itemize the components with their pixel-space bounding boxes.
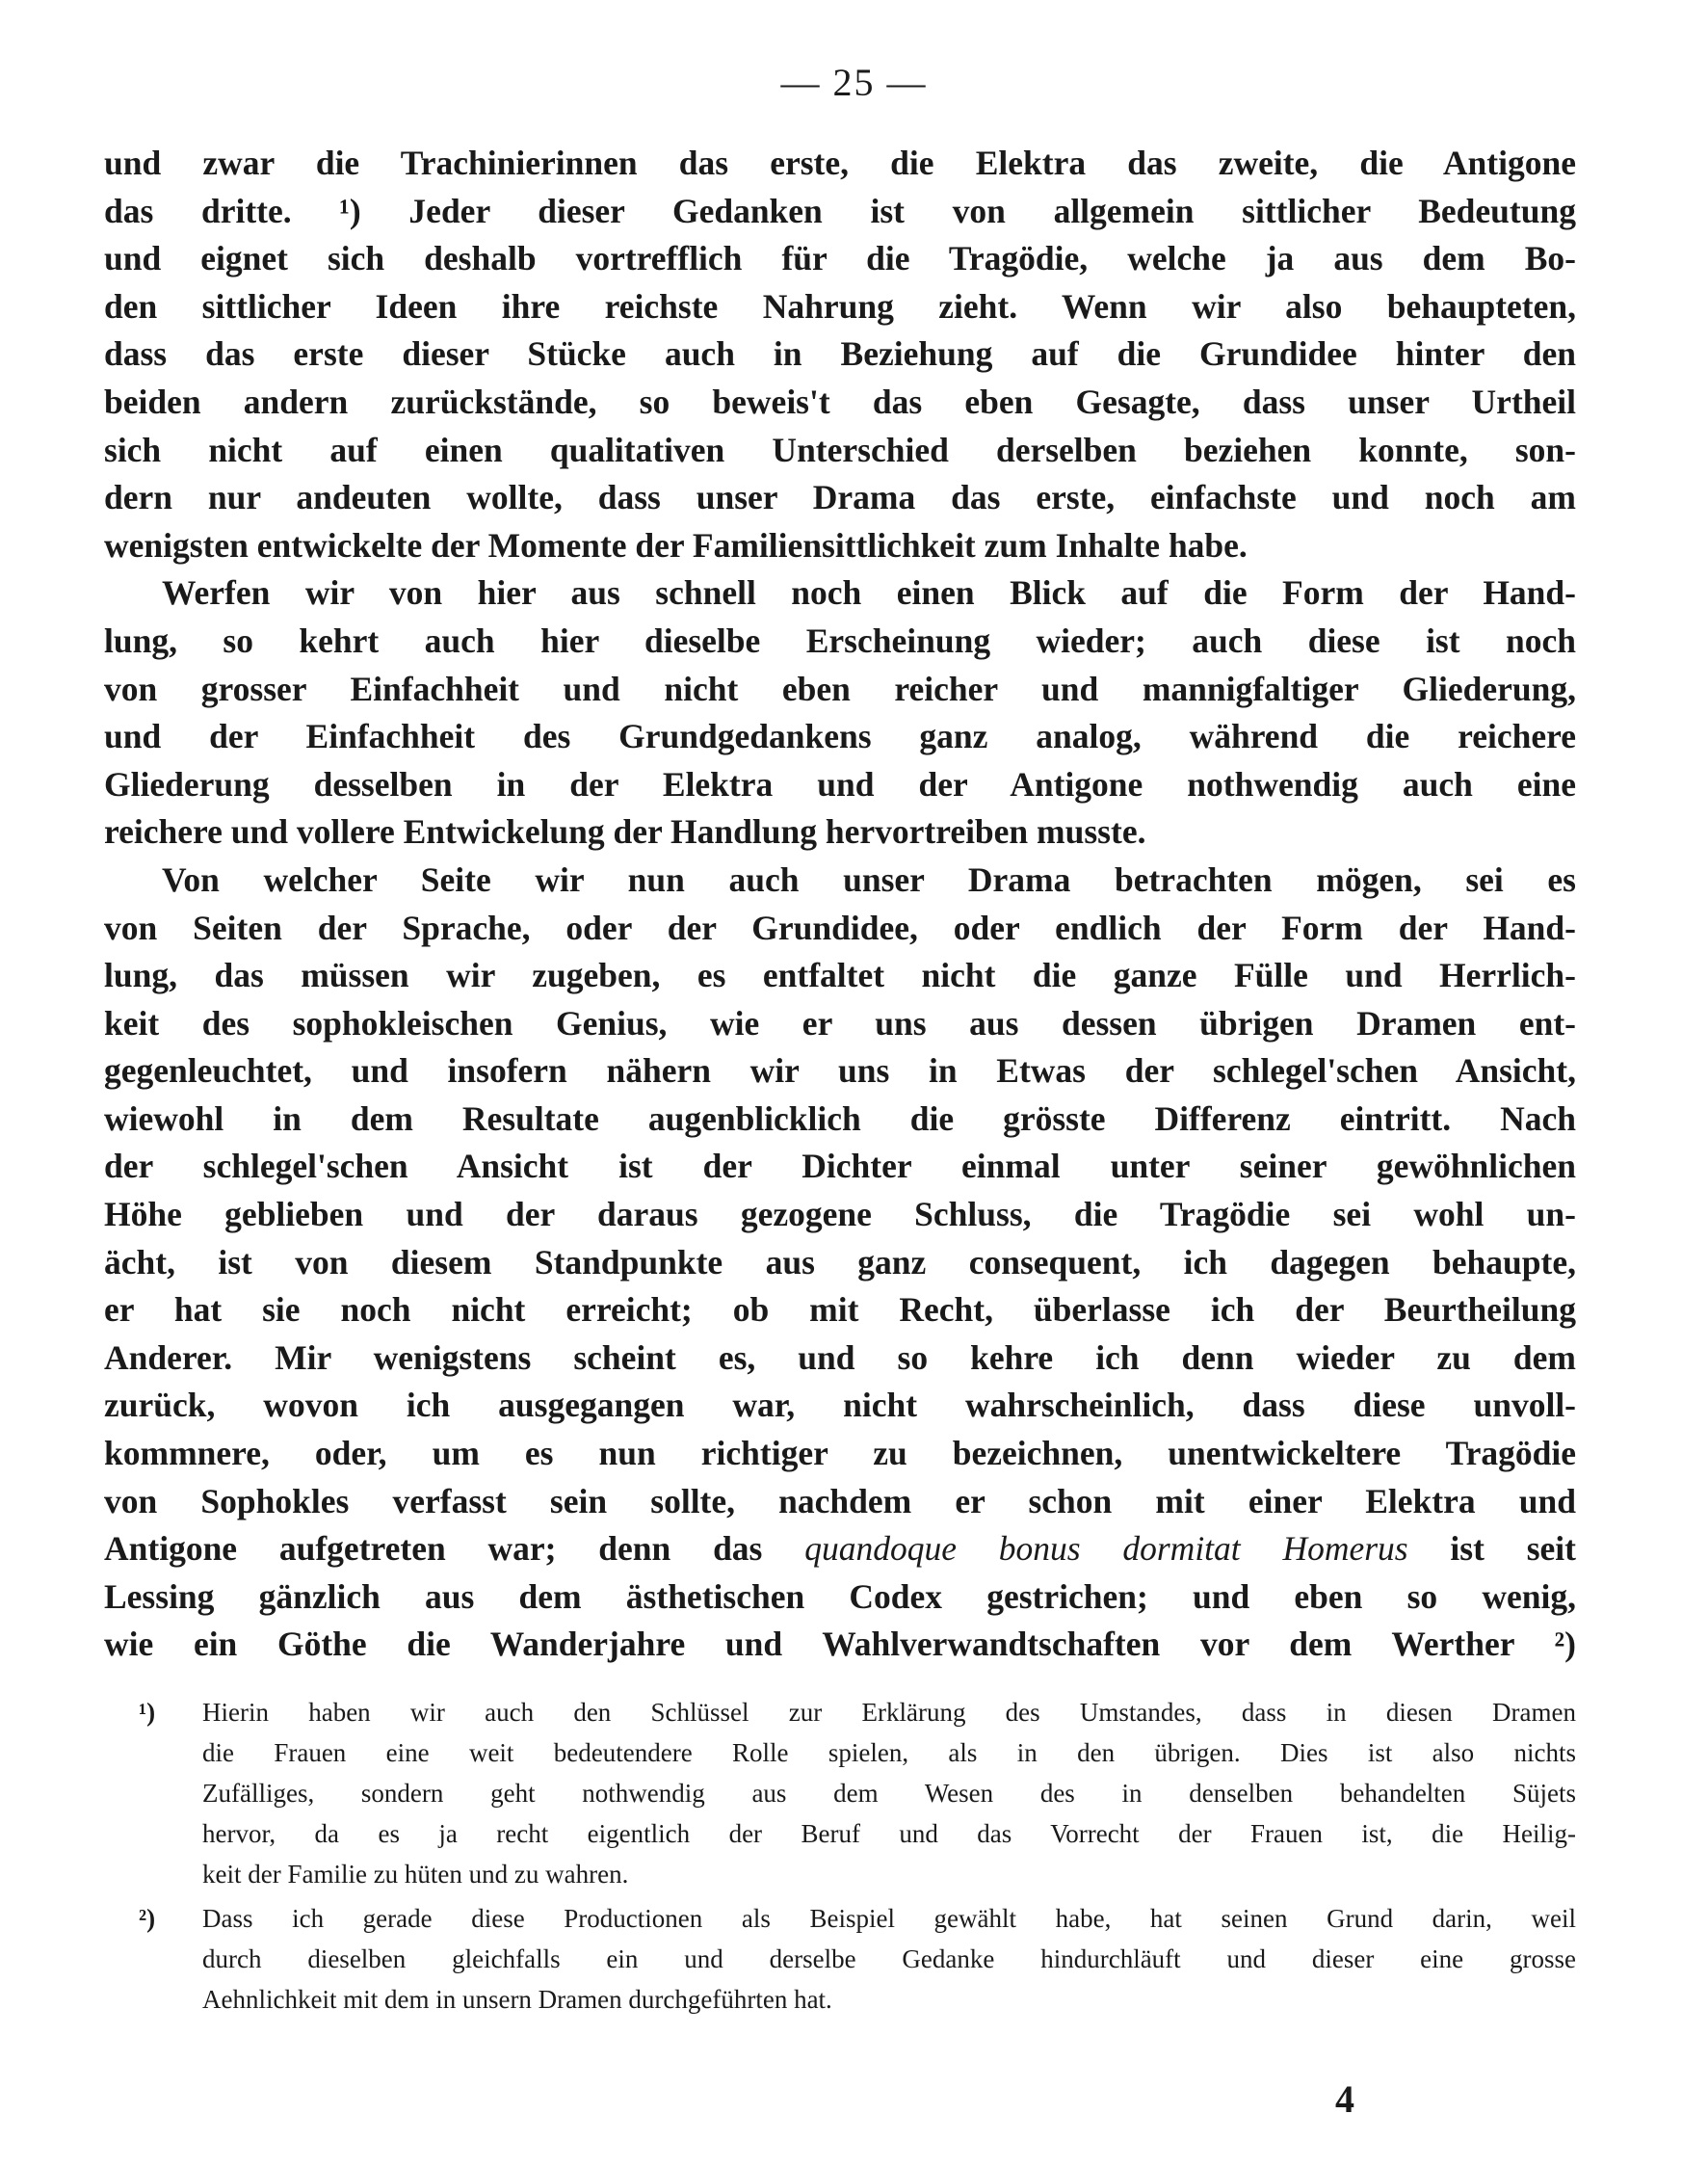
page-number: — 25 — [780,61,928,104]
text-line: gegenleuchtet, und insofern nähern wir uns in Etwas der schlegel'schen Ansicht, [104,1051,1576,1091]
text-line: und zwar die Trachinierinnen das erste, die Elektra das zweite, die Antigone [104,144,1576,182]
footnote [104,1692,1576,1894]
text-line: von grosser Einfachheit und nicht eben reicher und mannigfaltiger Gliederung, [104,669,1576,708]
text-line: wenigsten entwickelte der Momente der Familiensittlichkeit zum Inhalte habe. [104,525,1248,565]
printer-signature-mark: 4 [1335,2077,1354,2121]
footnote-line: Aehnlichkeit mit dem in unsern Dramen durchgeführten hat. [202,1985,832,2014]
text-line: von Sophokles verfasst sein sollte, nachdem er schon mit einer Elektra und [104,1481,1576,1520]
footnote-line: die Frauen eine weit bedeutendere Rolle spielen, als in den übrigen. Dies ist also nichts [202,1738,1576,1767]
text-line: Höhe geblieben und der daraus gezogene Schluss, die Tragödie sei wohl un- [104,1195,1576,1234]
text-line: dern nur andeuten wollte, dass unser Drama das erste, einfachste und noch am [104,478,1576,517]
text-line: und der Einfachheit des Grundgedankens ganz analog, während die reichere [104,717,1576,756]
footnote-line: Zufälliges, sondern geht nothwendig aus dem Wesen des in denselben behandelten Süjets [202,1779,1576,1808]
text-line: Anderer. Mir wenigstens scheint es, und so kehre ich denn wieder zu dem [104,1337,1576,1377]
main-body-text [104,140,1576,1669]
latin-quote: quandoque bonus dormitat Homerus [804,1529,1408,1569]
text-line: und eignet sich deshalb vortrefflich für die Tragödie, welche ja aus dem Bo- [104,239,1576,278]
footnote [104,1898,1576,2020]
text-line: von Seiten der Sprache, oder der Grundidee, oder endlich der Form der Hand- [104,908,1576,947]
footnote-marker: ¹) [139,1698,156,1727]
text-line: Lessing gänzlich aus dem ästhetischen Codex gestrichen; und eben so wenig, [104,1576,1576,1616]
text-line: wie ein Göthe die Wanderjahre und Wahlverwandtschaften vor dem Werther ²) [104,1625,1576,1664]
footnote-line: Hierin haben wir auch den Schlüssel zur Erklärung des Umstandes, dass in diesen Dramen [202,1698,1576,1727]
footnote-line: durch dieselben gleichfalls ein und derselbe Gedanke hindurchläuft und dieser eine grosse [202,1944,1576,1973]
text-line: er hat sie noch nicht erreicht; ob mit Recht, überlasse ich der Beurtheilung [104,1290,1576,1330]
text-line: beiden andern zurückstände, so beweis't das eben Gesagte, dass unser Urtheil [104,382,1576,421]
footnote-marker: ²) [139,1904,156,1933]
footnotes [104,1692,1576,2023]
text-line: lung, so kehrt auch hier dieselbe Erscheinung wieder; auch diese ist noch [104,621,1576,660]
text-line: Von welcher Seite wir nun auch unser Drama betrachten mögen, sei es [162,859,1576,899]
footnote-line: hervor, da es ja recht eigentlich der Beruf und das Vorrecht der Frauen ist, die Heilig- [202,1819,1576,1848]
footnote-line: Dass ich gerade diese Productionen als Beispiel gewählt habe, hat seinen Grund darin, weil [202,1904,1576,1933]
text-line: wiewohl in dem Resultate augenblicklich die grösste Differenz eintritt. Nach [104,1098,1576,1138]
footnote-line: keit der Familie zu hüten und zu wahren. [202,1860,629,1889]
text-line: zurück, wovon ich ausgegangen war, nicht wahrscheinlich, dass diese unvoll- [104,1386,1576,1425]
text-line: Werfen wir von hier aus schnell noch einen Blick auf die Form der Hand- [162,573,1576,613]
text-line: das dritte. ¹) Jeder dieser Gedanken ist von allgemein sittlicher Bedeutung [104,191,1576,230]
text-line: sich nicht auf einen qualitativen Unterschied derselben beziehen konnte, son- [104,430,1576,469]
text-line: keit des sophokleischen Genius, wie er uns aus dessen übrigen Dramen ent- [104,1003,1576,1043]
text-line: kommnere, oder, um es nun richtiger zu bezeichnen, unentwickeltere Tragödie [104,1434,1576,1473]
text-line: den sittlicher Ideen ihre reichste Nahrung zieht. Wenn wir also behaupteten, [104,286,1576,326]
text-line: Gliederung desselben in der Elektra und der Antigone nothwendig auch eine [104,764,1576,804]
text-line: dass das erste dieser Stücke auch in Beziehung auf die Grundidee hinter den [104,334,1576,374]
text-line: der schlegel'schen Ansicht ist der Dichter einmal unter seiner gewöhnlichen [104,1147,1576,1186]
text-line: ächt, ist von diesem Standpunkte aus ganz consequent, ich dagegen behaupte, [104,1242,1576,1282]
text-line: lung, das müssen wir zugeben, es entfaltet nicht die ganze Fülle und Herrlich- [104,956,1576,995]
text-line: Antigone aufgetreten war; denn das quandoque bonus dormitat Homerus ist seit [104,1529,1576,1569]
text-line: reichere und vollere Entwickelung der Handlung hervortreiben musste. [104,812,1146,852]
